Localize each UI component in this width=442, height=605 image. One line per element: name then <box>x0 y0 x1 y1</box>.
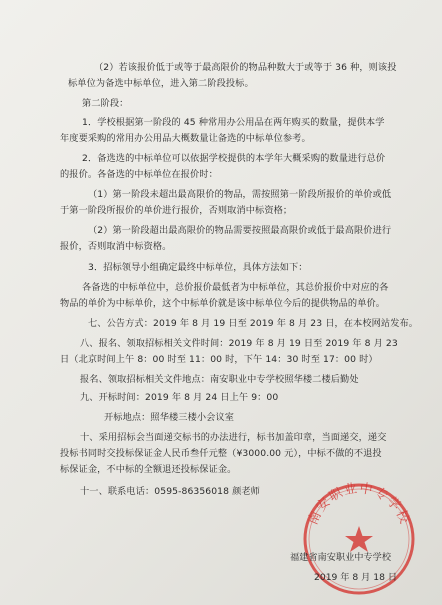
text-line: 年度要采购的常用办公用品大概数量让备选的中标单位参考。 <box>60 133 311 144</box>
section-heading: 第二阶段： <box>82 98 129 109</box>
text-line: 标单位为备选中标单位，进入第二阶段投标。 <box>68 78 254 89</box>
registration-time-line: 八、报名、领取招标相关文件时间：2019 年 8 月 19 日至 2019 年 8 月 23 <box>80 338 398 349</box>
seal-text: 南安职业中专学校 <box>305 481 413 528</box>
text-line: （2）第一阶段超出最高限价的物品需要按照最高限价或低于最高限价进行 <box>88 225 392 236</box>
text-line: 十、采用招标会当面递交标书的办法进行，标书加盖印章，当面递交，递交 <box>80 432 387 443</box>
registration-time-line: 日（北京时间上午 8：00 时至 11：00 时，下午 14：30 时至 17：00 时） <box>60 354 378 365</box>
text-line: 的报价。各备选的中标单位在报价时： <box>60 169 218 180</box>
signature-org: 福建省南安职业中专学校 <box>290 552 392 563</box>
contact-line: 十一、联系电话：0595-86356018 颜老师 <box>80 486 260 497</box>
text-line: 各备选的中标单位中，总价报价最低者为中标单位，其总价报价中对应的各 <box>82 282 389 293</box>
signature-date: 2019 年 8 月 18 日 <box>314 572 398 583</box>
svg-text:南安职业中专学校 <box>305 480 413 527</box>
text-line: 报价，否则取消中标资格。 <box>60 241 172 252</box>
text-line: （1）第一阶段未超出最高限价的物品，需按照第一阶段所报价的单价或低 <box>88 189 392 200</box>
text-line: 标保证金，不中标的全额退还投标保证金。 <box>60 464 237 475</box>
registration-place-line: 报名、领取招标相关文件地点：南安职业中专学校照华楼二楼后勤处 <box>80 374 359 385</box>
text-line: 3．招标领导小组确定最终中标单位，具体方法如下： <box>88 262 308 273</box>
text-line: 物品的单价为中标单价，这个中标单价就是该中标单位今后的提供物品的单价。 <box>60 298 386 309</box>
opening-place-line: 开标地点：照华楼三楼小会议室 <box>104 412 235 423</box>
text-line: 投标书同时交投标保证金人民币叁仟元整（¥3000.00 元），中标不做的不退投 <box>60 448 382 459</box>
opening-time-line: 九、开标时间：2019 年 8 月 24 日上午 9：00 <box>80 392 279 403</box>
announcement-line: 七、公告方式：2019 年 8 月 19 日至 2019 年 8 月 23 日，在本校网站发布。 <box>88 318 419 329</box>
text-line: 于第一阶段所报价的单价进行报价，否则取消中标资格； <box>60 205 293 216</box>
text-line: 2．备选选的中标单位可以依据学校提供的本学年大概采购的数量进行总价 <box>82 153 386 164</box>
text-line: 1．学校根据第一阶段的 45 种常用办公用品在两年购买的数量，提供本学 <box>82 117 385 128</box>
text-line: （2）若该报价低于或等于最高限价的物品种数大于或等于 36 种，则该投 <box>94 62 397 73</box>
